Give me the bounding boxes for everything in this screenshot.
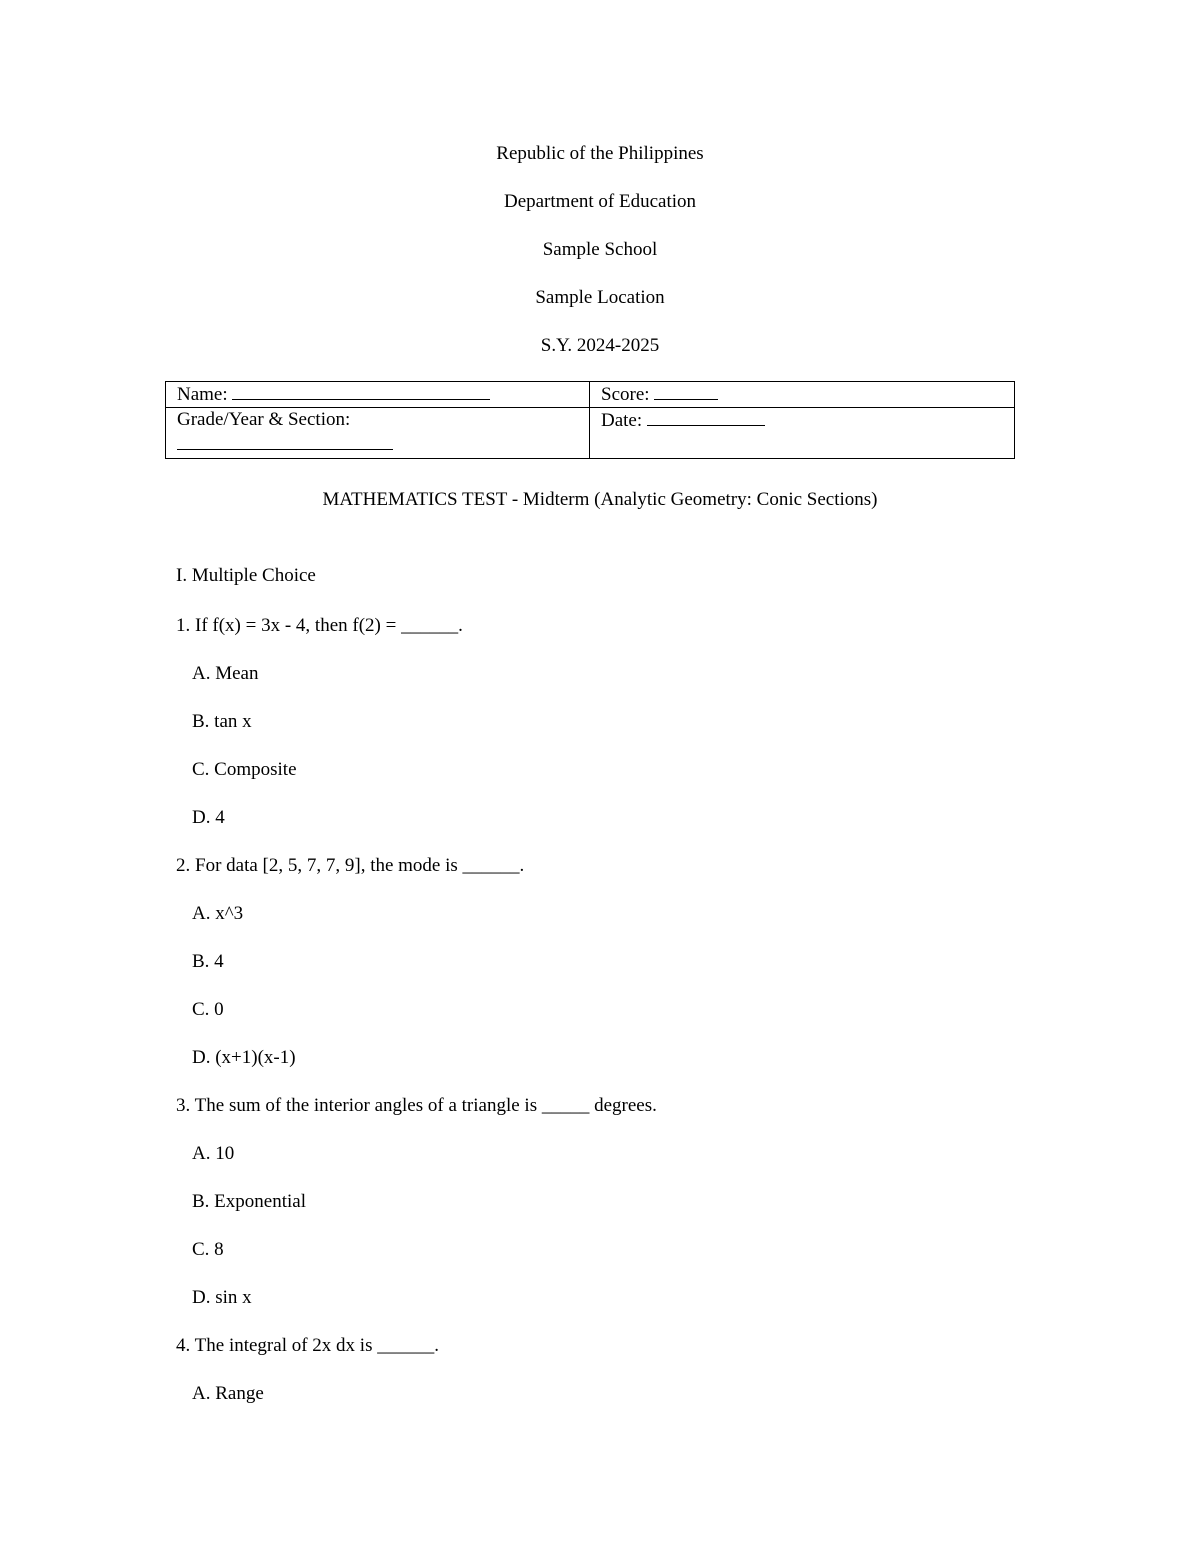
school-year-heading: S.Y. 2024-2025 (540, 335, 660, 356)
name-label: Name: (177, 384, 228, 405)
question-3-option-c: C. 8 (192, 1239, 224, 1260)
question-3-option-d: D. sin x (192, 1287, 252, 1308)
question-1: 1. If f(x) = 3x - 4, then f(2) = ______. (176, 615, 463, 636)
question-1-option-c: C. Composite (192, 759, 297, 780)
republic-heading: Republic of the Philippines (496, 143, 704, 164)
location-heading: Sample Location (535, 287, 665, 308)
section-title: I. Multiple Choice (176, 565, 316, 586)
question-2: 2. For data [2, 5, 7, 7, 9], the mode is ______. (176, 855, 525, 876)
grade-section-cell (166, 408, 590, 459)
question-1-option-a: A. Mean (192, 663, 259, 684)
question-3-option-b: B. Exponential (192, 1191, 306, 1212)
score-blank[interactable] (654, 382, 718, 400)
score-label: Score: (601, 384, 650, 405)
question-2-option-b: B. 4 (192, 951, 224, 972)
question-1-option-d: D. 4 (192, 807, 225, 828)
department-heading: Department of Education (503, 191, 697, 212)
question-3-option-a: A. 10 (192, 1143, 235, 1164)
question-2-option-c: C. 0 (192, 999, 224, 1020)
grade-section-label: Grade/Year & Section: (177, 409, 351, 430)
school-heading: Sample School (542, 239, 658, 260)
date-blank[interactable] (647, 408, 765, 426)
name-cell (166, 382, 590, 408)
date-cell (590, 408, 1015, 459)
question-2-option-d: D. (x+1)(x-1) (192, 1047, 296, 1068)
student-info-table (165, 381, 1015, 459)
question-3: 3. The sum of the interior angles of a triangle is _____ degrees. (176, 1095, 657, 1116)
question-1-option-b: B. tan x (192, 711, 252, 732)
question-4-option-a: A. Range (192, 1383, 264, 1404)
test-title: MATHEMATICS TEST - Midterm (Analytic Geometry: Conic Sections) (322, 489, 878, 510)
question-2-option-a: A. x^3 (192, 903, 244, 924)
name-blank[interactable] (232, 382, 490, 400)
date-label: Date: (601, 410, 643, 431)
score-cell (590, 382, 1015, 408)
grade-section-blank[interactable] (177, 432, 393, 450)
question-4: 4. The integral of 2x dx is ______. (176, 1335, 439, 1356)
